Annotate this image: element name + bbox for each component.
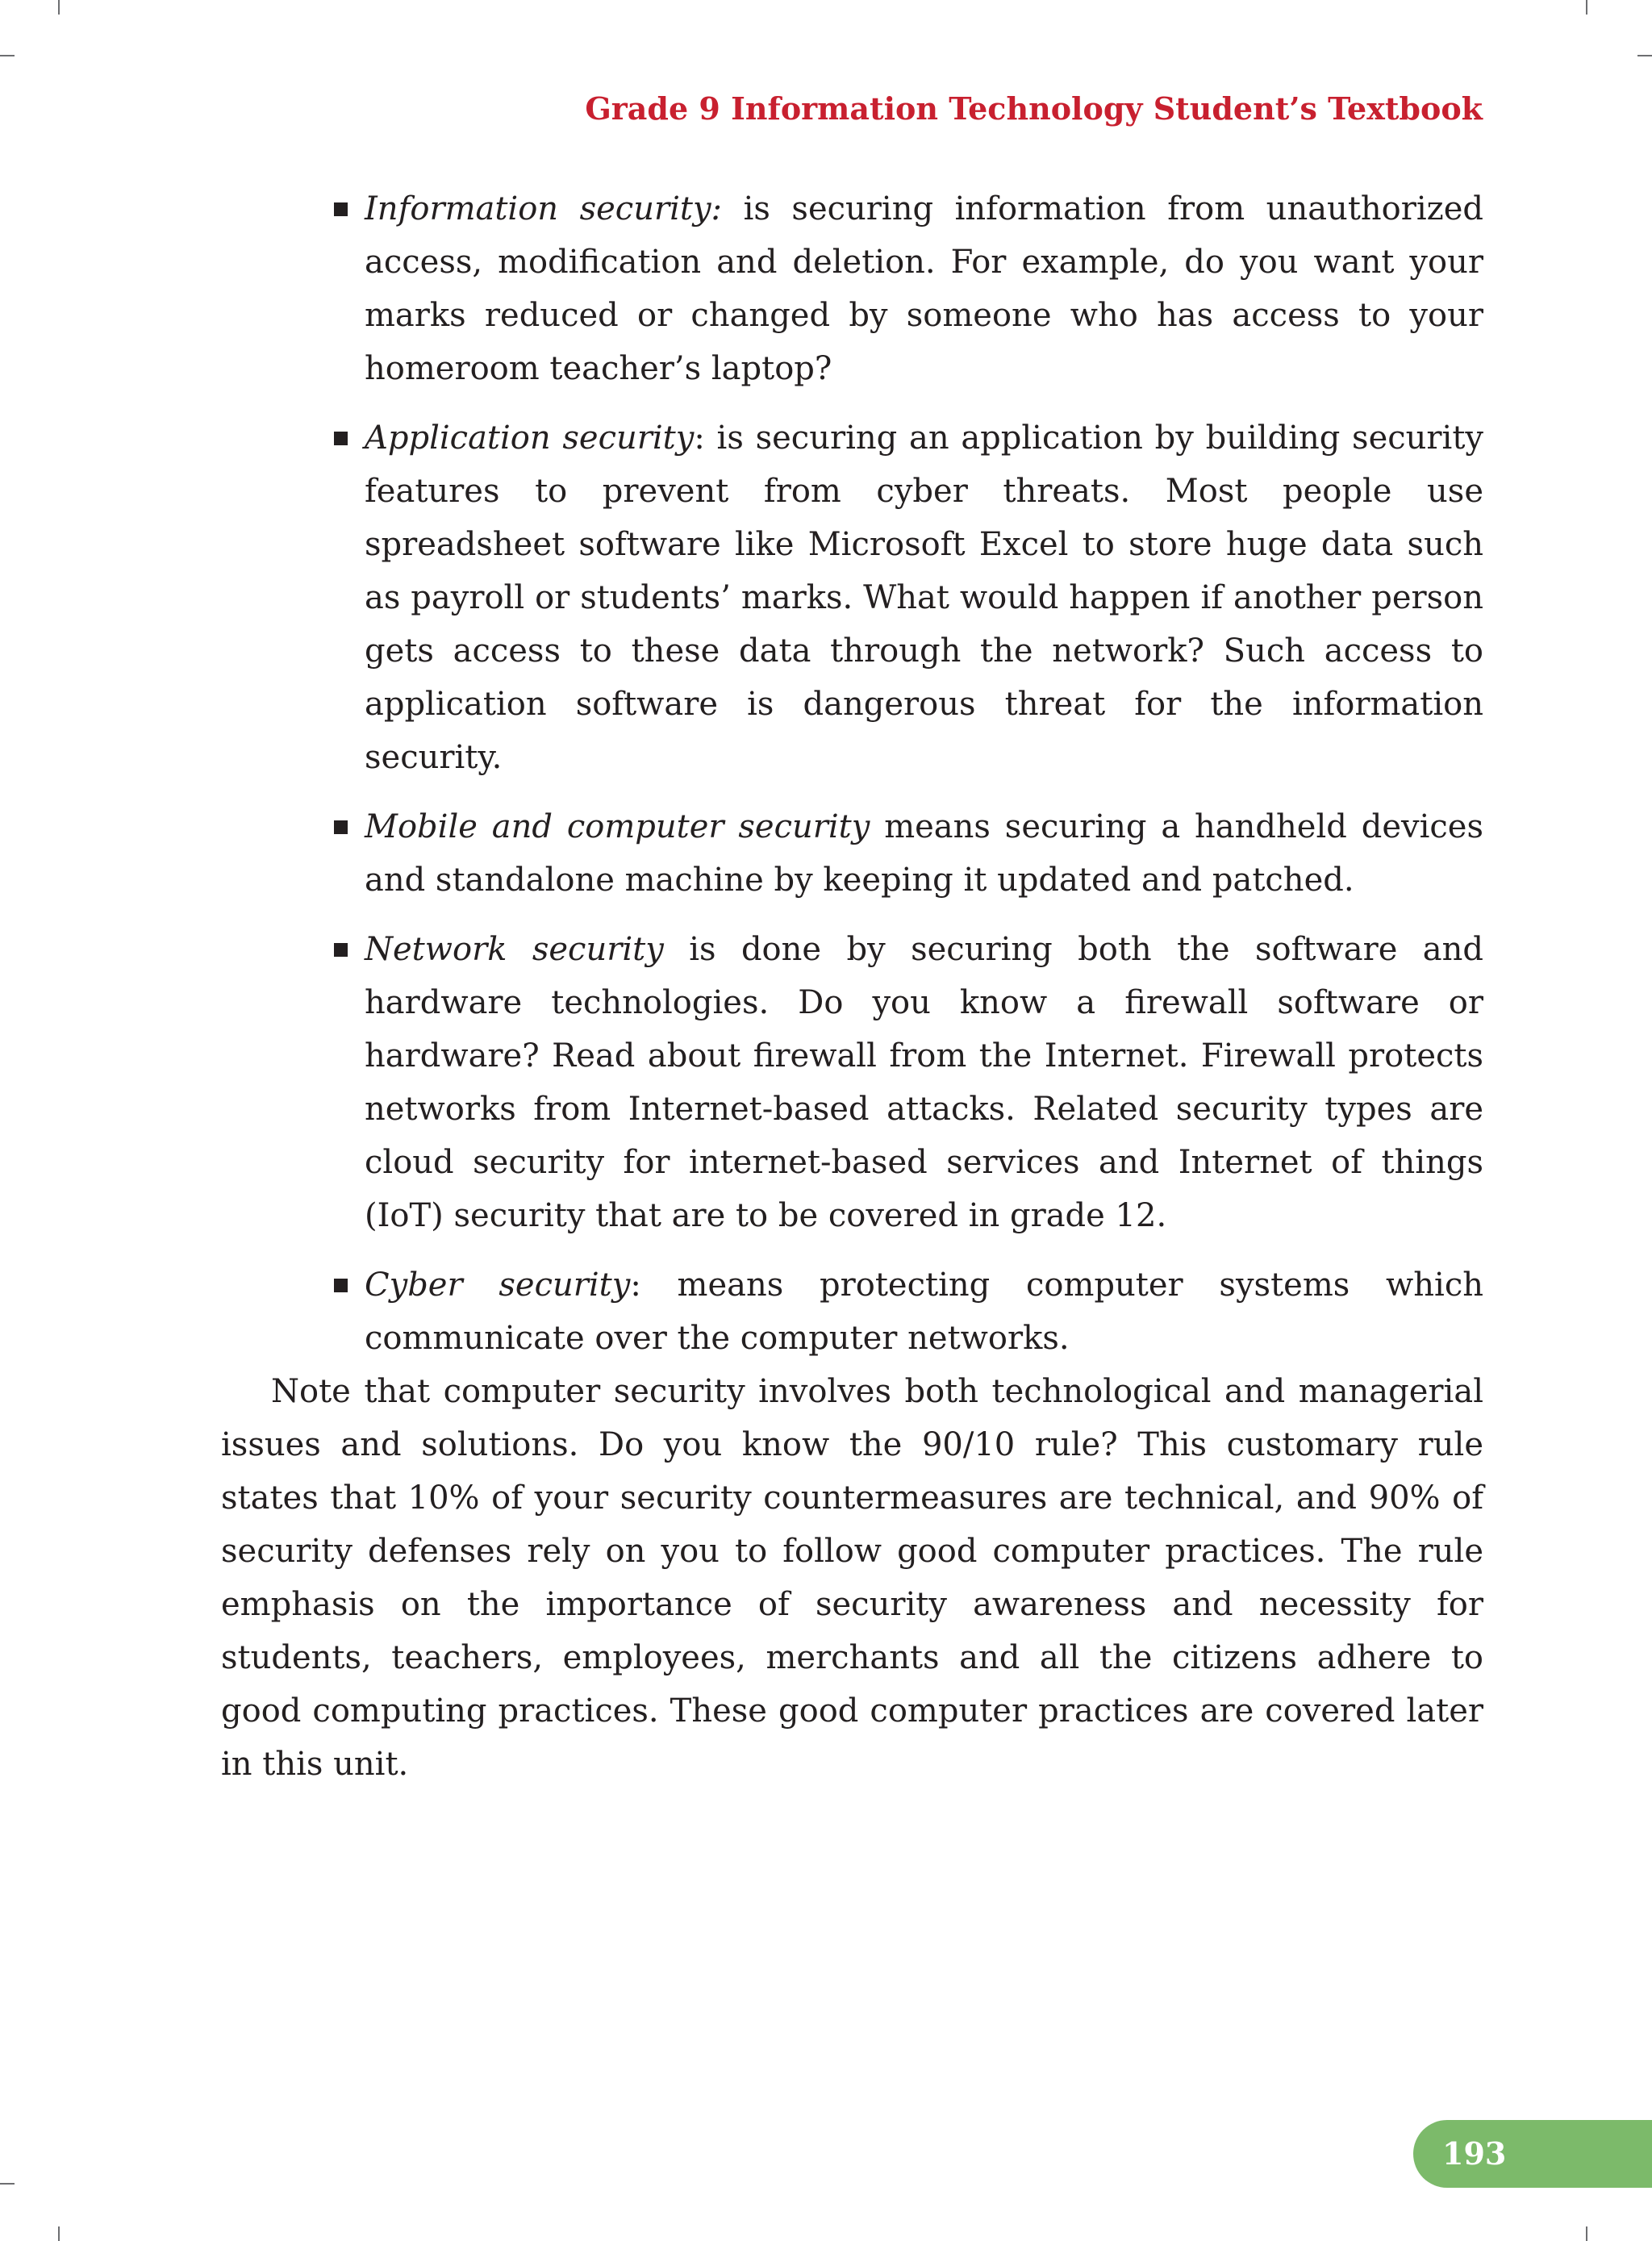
definition: is securing information from unauthorized access, modification and deletion. For example, do you want your marks reduced or changed by someone who has access to your homeroom teacher’s laptop? xyxy=(365,190,1484,387)
note-paragraph: Note that computer security involves both technological and managerial issues and solutions. Do you know the 90/10 rule? This customary rule states that 10% of your security countermeasures are technical, and 90% of security defenses rely on you to follow good computer practices. The rule emphasis on the importance of security awareness and necessity for students, teachers, employees, merchants and all the citizens adhere to good computing practices. These good computer practices are covered later in this unit. xyxy=(221,1373,1483,1783)
security-types-list xyxy=(221,182,1483,1365)
crop-mark xyxy=(0,55,15,56)
square-bullet-icon xyxy=(334,432,348,445)
page-body xyxy=(221,182,1483,1791)
page-number: 193 xyxy=(1442,2135,1507,2172)
definition: is done by securing both the software and hardware technologies. Do you know a firewall software or hardware? Read about firewall from the Internet. Firewall protects networks from Internet-based attacks. Related security types are cloud security for internet-based services and Internet of things (IoT) security that are to be covered in grade 12. xyxy=(365,931,1484,1234)
definition: means securing a handheld devices and standalone machine by keeping it updated and patched. xyxy=(365,808,1483,899)
crop-mark xyxy=(1637,55,1652,56)
list-item xyxy=(221,1258,1483,1365)
crop-mark xyxy=(1586,0,1587,15)
term: Information security: xyxy=(365,190,723,227)
square-bullet-icon xyxy=(334,820,348,834)
crop-mark xyxy=(58,0,60,15)
crop-mark xyxy=(58,2226,60,2241)
list-item xyxy=(221,800,1483,907)
term: Network security xyxy=(365,931,664,968)
square-bullet-icon xyxy=(334,202,348,216)
square-bullet-icon xyxy=(334,943,348,957)
definition: : is securing an application by building security features to prevent from cyber threats. Most people use spreadsheet software like Microsoft Excel to store huge data such as payroll or students’ marks. What would happen if another person gets access to these data through the network? Such access to application software is dangerous threat for the information security. xyxy=(365,419,1483,776)
square-bullet-icon xyxy=(334,1279,348,1292)
term: Mobile and computer security xyxy=(365,808,870,845)
list-item xyxy=(221,923,1483,1242)
crop-mark xyxy=(1586,2226,1587,2241)
term: Application security xyxy=(365,419,695,457)
crop-mark xyxy=(0,2183,15,2185)
term: Cyber security xyxy=(365,1267,631,1304)
list-item xyxy=(221,182,1483,395)
list-item xyxy=(221,411,1483,784)
running-header: Grade 9 Information Technology Student’s Textbook xyxy=(585,90,1483,127)
definition: : means protecting computer systems which communicate over the computer networks. xyxy=(365,1267,1483,1357)
